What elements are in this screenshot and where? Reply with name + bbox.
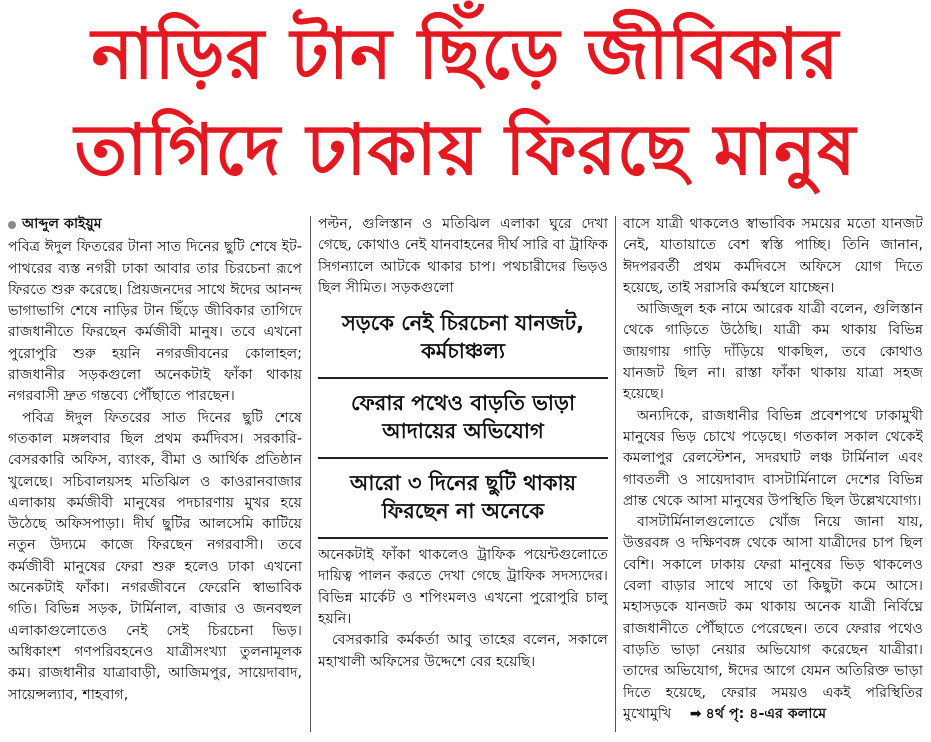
article-column-3 (623, 214, 923, 734)
paragraph: বেসরকারি কর্মকর্তা আবু তাহের বলেন, সকালে মহাখালী অফিসের উদ্দেশে বের হয়েছি। (318, 632, 608, 670)
continued-label: ৪র্থ পৃ: ৪-এর কলামে (705, 705, 827, 722)
paragraph: পল্টন, গুলিস্তান ও মতিঝিল এলাকা ঘুরে দেখা গেছে, কোথাও নেই যানবাহনের দীর্ঘ সারি বা ট্রাফিক সিগন্যালে আটকে থাকার চাপ। পথচারীদের ভিড়ও ছিল সীমিত। সড়কগুলো (318, 216, 608, 296)
headline-line-1: নাড়ির টান ছিঁড়ে জীবিকার (91, 13, 840, 95)
paragraph: অন্যদিকে, রাজধানীর বিভিন্ন প্রবেশপথে ঢাকামুখী মানুষের ভিড় চোখে পড়েছে। গতকাল সকাল থেকেই কমলাপুর রেলস্টেশন, সদরঘাট লঞ্চ টার্মিনাল এবং গাবতলী ও সায়েদাবাদ বাসটার্মিনালে দেশের বিভিন্ন প্রান্ত থেকে আসা মানুষের উপস্থিতি ছিল উল্লেখযোগ্য। (623, 407, 923, 509)
headline-line-2: তাগিদে ঢাকায় ফিরছে মানুষ (74, 109, 857, 191)
author-name: আব্দুল কাইয়ুম (22, 216, 102, 232)
subheadings (318, 299, 608, 539)
paragraph: পবিত্র ঈদুল ফিতরের সাত দিনের ছুটি শেষে গতকাল মঙ্গলবার ছিল প্রথম কর্মদিবস। সরকারি-বেসরকারি অফিস, ব্যাংক, বীমা ও আর্থিক প্রতিষ্ঠান খুলেছে। সচিবালয়সহ মতিঝিল ও কাওরানবাজার এলাকায় কর্মজীবী মানুষের পদচারণায় মুখর হয়ে উঠেছে অফিসপাড়া। দীর্ঘ ছুটির আলসেমি কাটিয়ে নতুন উদ্যমে কাজে ফিরছেন নগরবাসী। তবে কর্মজীবী মানুষের ফেরা শুরু হলেও ঢাকা এখনো অনেকটাই ফাঁকা। নগরজীবনে ফেরেনি স্বাভাবিক গতি। বিভিন্ন সড়ক, টার্মিনাল, বাজার ও জনবহুল এলাকাগুলোতেও নেই সেই চিরচেনা ভিড়। অধিকাংশ গণপরিবহনেও যাত্রীসংখ্যা তুলনামূলক কম। রাজধানীর যাত্রাবাড়ী, আজিমপুর, সায়েদাবাদ, সায়েন্সল্যাব, শাহবাগ, (8, 409, 302, 703)
continued-on-link[interactable] (676, 706, 826, 722)
paragraph: অনেকটাই ফাঁকা থাকলেও ট্রাফিক পয়েন্টগুলোতে দায়িত্ব পালন করতে দেখা গেছে ট্রাফিক সদস্যদের। বিভিন্ন মার্কেট ও শপিংমলও এখনো পুরোপুরি চালু হয়নি। (318, 547, 608, 628)
paragraph-text: বাসটার্মিনালগুলোতে খোঁজ নিয়ে জানা যায়, উত্তরবঙ্গ ও দক্ষিণবঙ্গ থেকে আসা যাত্রীদের চাপ ছিল বেশি। সকালে ঢাকায় ফেরা মানুষের ভিড় থাকলেও বেলা বাড়ার সাথে সাথে তা কিছুটা কমে আসে। মহাসড়কে যানজট কম থাকায় অনেক যাত্রী নির্বিঘ্নে রাজধানীতে পৌঁছাতে পেরেছেন। তবে ফেরার পথেও বাড়তি ভাড়া নেয়ার অভিযোগ করেছেন যাত্রীরা। তাদের অভিযোগ, ঈদের আগে যেমন অতিরিক্ত ভাড়া দিতে হয়েছে, ফেরার সময়ও একই পরিস্থিতির মুখোমুখি (623, 514, 923, 722)
byline-bullet-icon (8, 221, 16, 229)
byline (8, 214, 302, 235)
article-column-2 (318, 214, 608, 734)
article-column-1 (8, 214, 302, 734)
arrow-right-icon: ➡ (689, 705, 702, 722)
subheading-1: সড়কে নেই চিরচেনা যানজট, কর্মচাঞ্চল্য (341, 311, 585, 364)
paragraph: বাসে যাত্রী থাকলেও স্বাভাবিক সময়ের মতো যানজট নেই, যাতায়াতে বেশ স্বস্তি পাচ্ছি। তিনি জানান, ঈদপরবর্তী প্রথম কর্মদিবসে অফিসে যোগ দিতে হয়েছে, তাই সরাসরি কর্মস্থলে যাচ্ছেন। (623, 216, 923, 296)
paragraph: আজিজুল হক নামে আরেক যাত্রী বলেন, গুলিস্তান থেকে গাড়িতে উঠেছি। যাত্রী কম থাকায় বিভিন্ন জায়গায় গাড়ি দাঁড়িয়ে থাকছিল, তবে কোথাও যানজট ছিল না। রাস্তা ফাঁকা থাকায় যাত্রা সহজ হয়েছে। (623, 301, 923, 403)
column-divider (310, 216, 311, 732)
headline (0, 6, 931, 198)
column-divider (615, 216, 616, 732)
paragraph: পবিত্র ঈদুল ফিতরের টানা সাত দিনের ছুটি শেষে ইট-পাথরের ব্যস্ত নগরী ঢাকা আবার তার চিরচেনা রূপে ফিরতে শুরু করেছে। প্রিয়জনদের সাথে ঈদের আনন্দ ভাগাভাগি শেষে নাড়ির টান ছিঁড়ে জীবিকার তাগিদে রাজধানীতে ফিরছেন কর্মজীবী মানুষ। তবে এখনো পুরোপুরি শুরু হয়নি নগরজীবনের কোলাহল; রাজধানীর সড়কগুলো অনেকটাই ফাঁকা থাকায় নগরবাসী দ্রুত গন্তব্যে পৌঁছাতে পারছেন। (8, 239, 302, 405)
subheading-3: আরো ৩ দিনের ছুটি থাকায় ফিরছেন না অনেকে (318, 457, 608, 537)
paragraph (623, 512, 923, 725)
subheading-2: ফেরার পথেও বাড়তি ভাড়া আদায়ের অভিযোগ (318, 377, 608, 457)
